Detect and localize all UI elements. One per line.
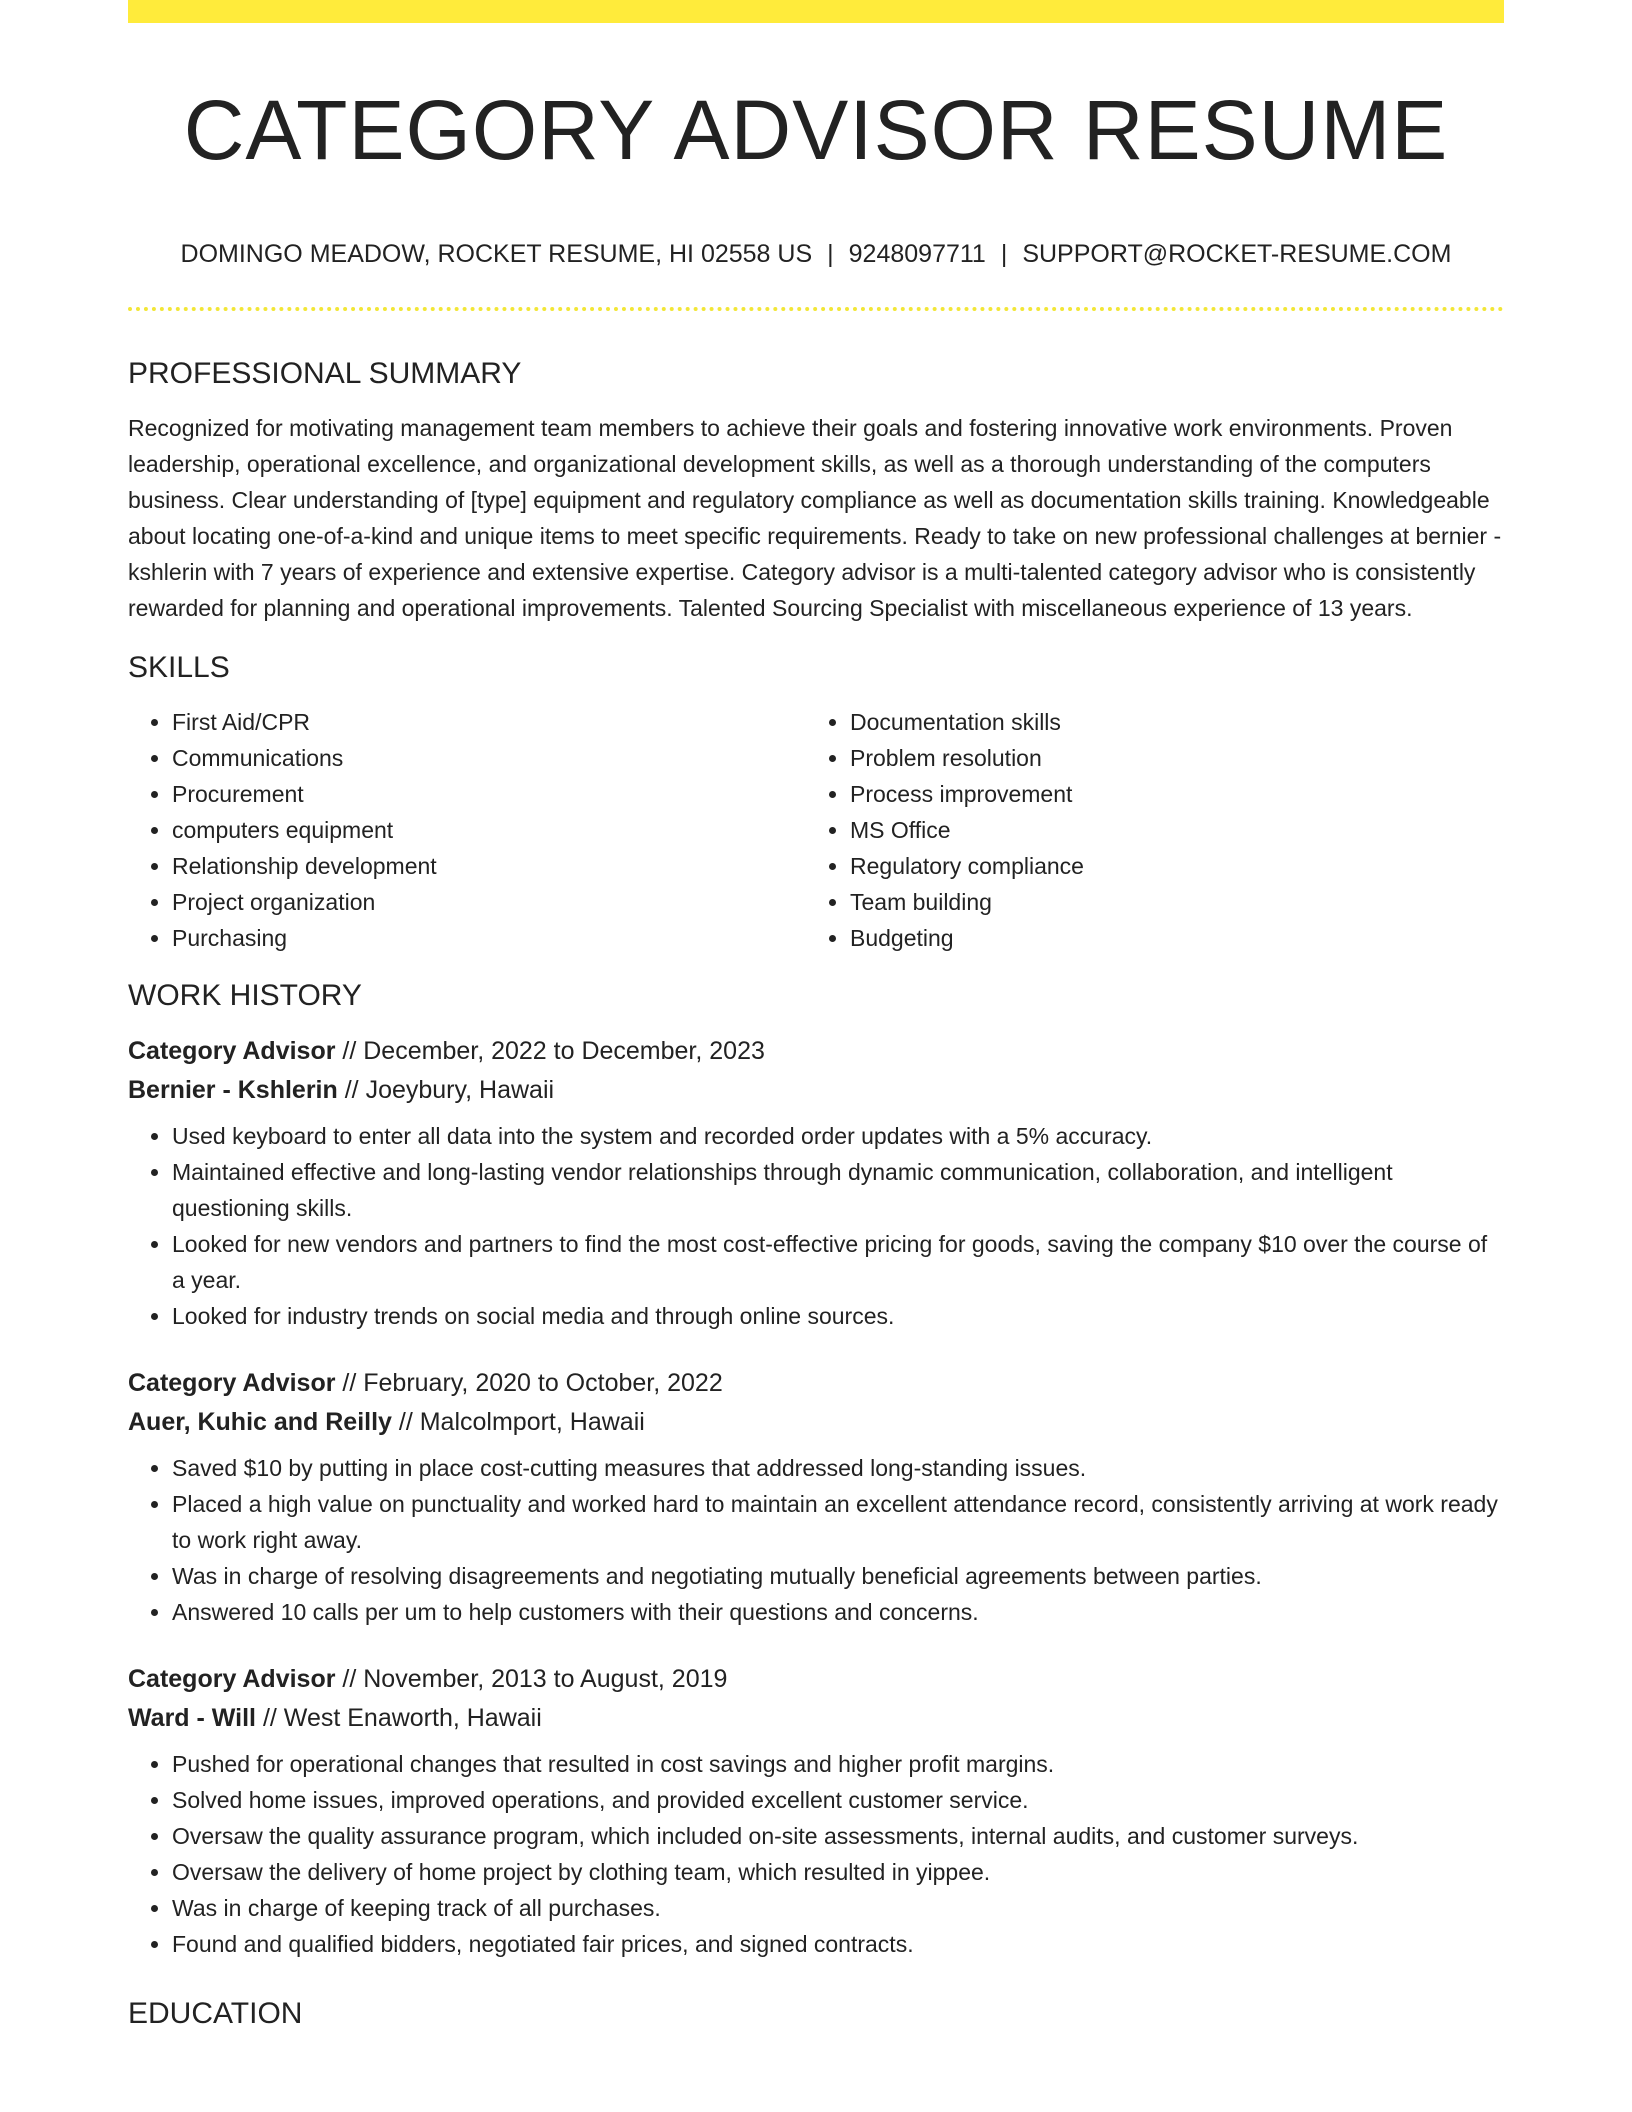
job-bullet: • Oversaw the delivery of home project by clothing team, which resulted in yippee.: [172, 1854, 1504, 1890]
job-company: Auer, Kuhic and Reilly: [128, 1408, 392, 1436]
skill-item: • Team building: [850, 884, 1504, 920]
job-title: Category Advisor: [128, 1369, 336, 1397]
contact-line: [128, 236, 1504, 272]
job-title: Category Advisor: [128, 1665, 336, 1693]
job-company: Bernier - Kshlerin: [128, 1076, 338, 1104]
skill-item: • First Aid/CPR: [172, 704, 806, 740]
skill-item: • Regulatory compliance: [850, 848, 1504, 884]
job-location: // Malcolmport, Hawaii: [391, 1408, 645, 1436]
job-company-line: [128, 1403, 1504, 1442]
skill-item: • Process improvement: [850, 776, 1504, 812]
job-bullet: • Placed a high value on punctuality and worked hard to maintain an excellent attendance record, consistently arriving at work ready to work right away.: [172, 1486, 1504, 1558]
skill-item: • Purchasing: [172, 920, 806, 956]
job-bullet: • Was in charge of keeping track of all purchases.: [172, 1890, 1504, 1926]
job-bullet: • Found and qualified bidders, negotiated fair prices, and signed contracts.: [172, 1926, 1504, 1962]
job-bullets: [128, 1450, 1504, 1630]
job-company-line: [128, 1071, 1504, 1110]
job-entry: [128, 1660, 1504, 1962]
job-bullet: • Answered 10 calls per um to help customers with their questions and concerns.: [172, 1594, 1504, 1630]
job-bullet: • Used keyboard to enter all data into the system and recorded order updates with a 5% accuracy.: [172, 1118, 1504, 1154]
job-entry: [128, 1032, 1504, 1334]
resume-content: [128, 352, 1504, 2050]
work-history-heading: WORK HISTORY: [128, 979, 362, 1012]
summary-text: Recognized for motivating management team members to achieve their goals and fostering innovative work environments. Proven leadership, operational excellence, and organizational development skills, as well as a thorough understanding of the computers business. Clear understanding of [type] equipment and regulatory compliance as well as documentation skills training. Knowledgeable about locating one-of-a-kind and unique items to meet specific requirements. Ready to take on new professional challenges at bernier - kshlerin with 7 years of experience and extensive expertise. Category advisor is a multi-talented category advisor who is consistently rewarded for planning and operational improvements. Talented Sourcing Specialist with miscellaneous experience of 13 years.: [128, 415, 1502, 621]
job-company: Ward - Will: [128, 1704, 257, 1732]
job-bullet: • Oversaw the quality assurance program, which included on-site assessments, internal audits, and customer surveys.: [172, 1818, 1504, 1854]
job-bullet: • Solved home issues, improved operations, and provided excellent customer service.: [172, 1782, 1504, 1818]
header-divider: [128, 307, 1504, 311]
skill-item: • Relationship development: [172, 848, 806, 884]
skills-column-right: [806, 704, 1504, 956]
skill-item: • Budgeting: [850, 920, 1504, 956]
contact-address: DOMINGO MEADOW, ROCKET RESUME, HI 02558 US: [180, 240, 813, 268]
accent-bar: [128, 0, 1504, 23]
skill-item: • Project organization: [172, 884, 806, 920]
job-bullets: [128, 1118, 1504, 1334]
job-dates: // December, 2022 to December, 2023: [335, 1037, 765, 1065]
job-location: // Joeybury, Hawaii: [337, 1076, 555, 1104]
job-bullet: • Pushed for operational changes that resulted in cost savings and higher profit margins.: [172, 1746, 1504, 1782]
skill-item: • Communications: [172, 740, 806, 776]
job-location: // West Enaworth, Hawaii: [256, 1704, 542, 1732]
skills-column-left: [128, 704, 806, 956]
job-dates: // November, 2013 to August, 2019: [335, 1665, 728, 1693]
job-bullet: • Maintained effective and long-lasting vendor relationships through dynamic communication, collaboration, and intelligent questioning skills.: [172, 1154, 1504, 1226]
skills-list: [128, 704, 1504, 956]
summary-heading: PROFESSIONAL SUMMARY: [128, 357, 522, 390]
job-company-line: [128, 1699, 1504, 1738]
job-title-line: [128, 1660, 1504, 1699]
contact-email: SUPPORT@ROCKET-RESUME.COM: [1022, 240, 1452, 268]
education-heading: EDUCATION: [128, 1997, 303, 2030]
job-bullet: • Saved $10 by putting in place cost-cutting measures that addressed long-standing issues.: [172, 1450, 1504, 1486]
skill-item: • Documentation skills: [850, 704, 1504, 740]
job-bullet: • Looked for industry trends on social media and through online sources.: [172, 1298, 1504, 1334]
job-bullet: • Was in charge of resolving disagreements and negotiating mutually beneficial agreements between parties.: [172, 1558, 1504, 1594]
contact-phone: 9248097711: [848, 240, 986, 268]
job-title: Category Advisor: [128, 1037, 336, 1065]
skill-item: • computers equipment: [172, 812, 806, 848]
resume-title: CATEGORY ADVISOR RESUME: [183, 83, 1449, 177]
skill-item: • Problem resolution: [850, 740, 1504, 776]
skills-heading: SKILLS: [128, 651, 230, 684]
job-dates: // February, 2020 to October, 2022: [335, 1369, 723, 1397]
contact-separator: |: [827, 240, 834, 268]
job-bullets: [128, 1746, 1504, 1962]
job-bullet: • Looked for new vendors and partners to find the most cost-effective pricing for goods, saving the company $10 over the course of a year.: [172, 1226, 1504, 1298]
skill-item: • Procurement: [172, 776, 806, 812]
resume-page: [128, 0, 1504, 2112]
job-title-line: [128, 1032, 1504, 1071]
job-entry: [128, 1364, 1504, 1630]
job-title-line: [128, 1364, 1504, 1403]
contact-separator: |: [1000, 240, 1008, 268]
skill-item: • MS Office: [850, 812, 1504, 848]
